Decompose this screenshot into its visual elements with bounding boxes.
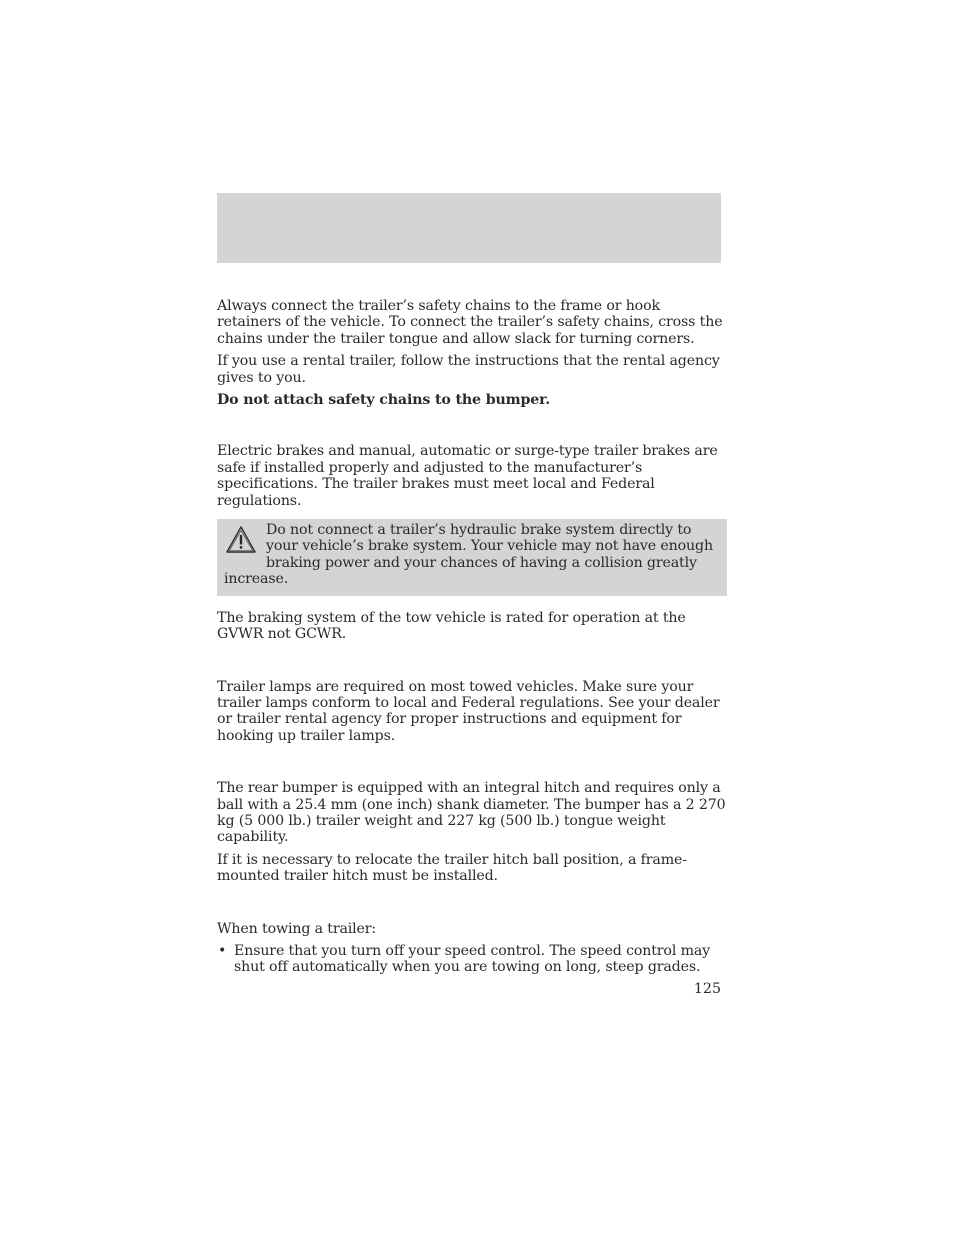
bumper-warning-text: Do not attach safety chains to the bumper. <box>217 392 550 409</box>
speed-control-tip: Ensure that you turn off your speed control. The speed control may shut off automatically when you are towing on long, steep grades. <box>234 942 711 976</box>
trailer-brakes-paragraph: Electric brakes and manual, automatic or surge-type trailer brakes are safe if installed properly and adjusted to the manufacturer’s specifications. The trailer brakes must meet local and Federal regulations. <box>217 443 718 509</box>
hydraulic-brake-warning <box>217 519 727 596</box>
braking-system-paragraph: The braking system of the tow vehicle is rated for operation at the GVWR not GCWR. <box>217 609 686 643</box>
page-number: 125 <box>693 981 721 997</box>
warning-triangle-icon <box>224 522 258 556</box>
rental-trailer-paragraph: If you use a rental trailer, follow the instructions that the rental agency gives to you. <box>217 353 720 386</box>
page-content <box>217 298 727 976</box>
trailer-lamps-paragraph: Trailer lamps are required on most towed vehicles. Make sure your trailer lamps conform to local and Federal regulations. See your dealer or trailer rental agency for proper instructions and equipment for hooking up trailer lamps. <box>217 678 720 744</box>
hitch-relocation-paragraph: If it is necessary to relocate the trailer hitch ball position, a frame-mounted trailer hitch must be installed. <box>217 851 687 885</box>
towing-tips-list <box>217 943 727 976</box>
bullet-marker: • <box>218 942 227 959</box>
towing-intro-paragraph: When towing a trailer: <box>217 920 377 937</box>
header-band <box>217 193 721 263</box>
list-item <box>217 943 727 976</box>
rear-bumper-paragraph: The rear bumper is equipped with an integral hitch and requires only a ball with a 25.4 mm (one inch) shank diameter. The bumper has a 2 270 kg (5 000 lb.) trailer weight and 227 kg (500 lb.) tongue weight capability. <box>217 780 726 846</box>
warning-text: Do not connect a trailer’s hydraulic brake system directly to your vehicle’s brake system. Your vehicle may not have enough braking power and your chances of having a collision greatly increase. <box>224 522 713 588</box>
safety-chains-paragraph: Always connect the trailer’s safety chains to the frame or hook retainers of the vehicle. To connect the trailer’s safety chains, cross the chains under the trailer tongue and allow slack for turning corners. <box>217 298 723 347</box>
